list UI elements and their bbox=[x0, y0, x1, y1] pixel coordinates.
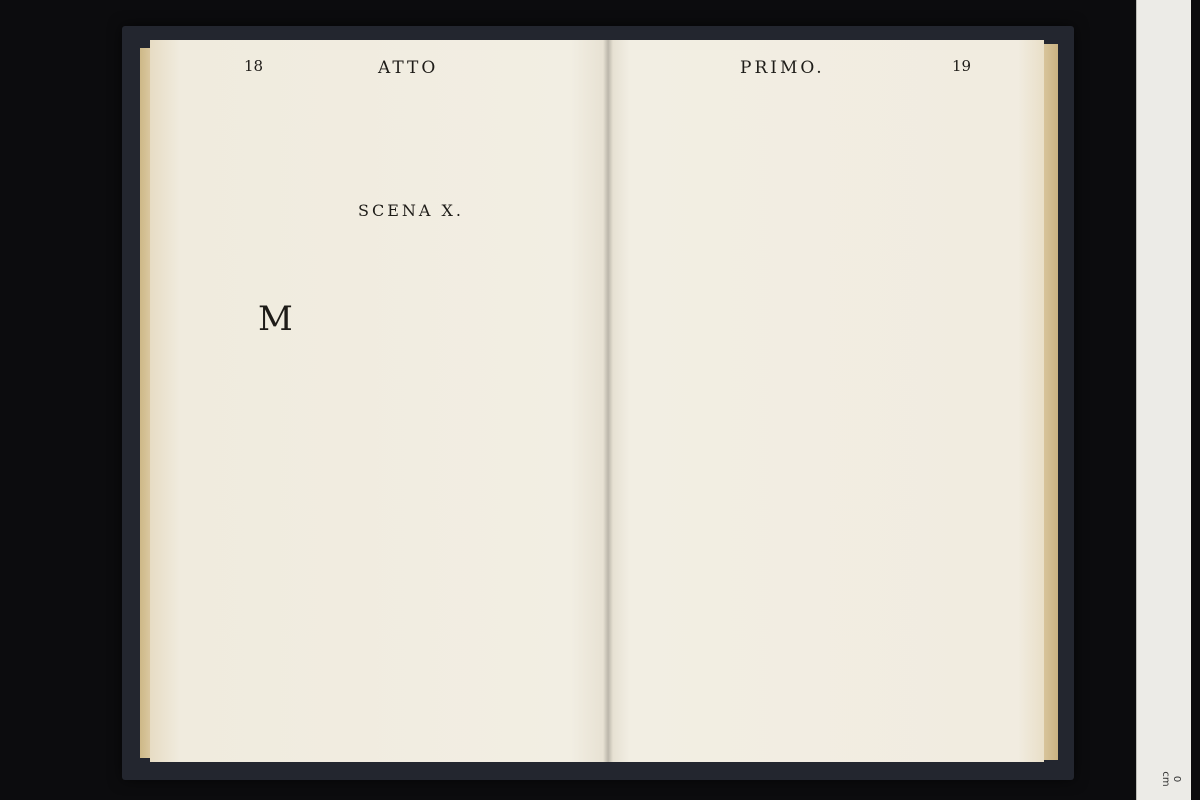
right-page-number: 19 bbox=[952, 57, 972, 75]
left-page-number: 18 bbox=[244, 57, 264, 75]
scene-title: SCENA X. bbox=[358, 201, 464, 220]
book-gutter bbox=[603, 40, 613, 762]
left-page bbox=[150, 40, 608, 762]
right-page bbox=[608, 40, 1044, 762]
ruler-unit-label: 0 cm bbox=[1160, 771, 1182, 787]
measuring-ruler bbox=[1136, 0, 1191, 800]
ruler-ticks bbox=[1137, 0, 1191, 800]
left-page-header: ATTO bbox=[378, 58, 439, 78]
drop-cap: M bbox=[258, 299, 293, 339]
right-page-header: PRIMO. bbox=[740, 58, 825, 78]
right-page-edge bbox=[1044, 44, 1058, 760]
